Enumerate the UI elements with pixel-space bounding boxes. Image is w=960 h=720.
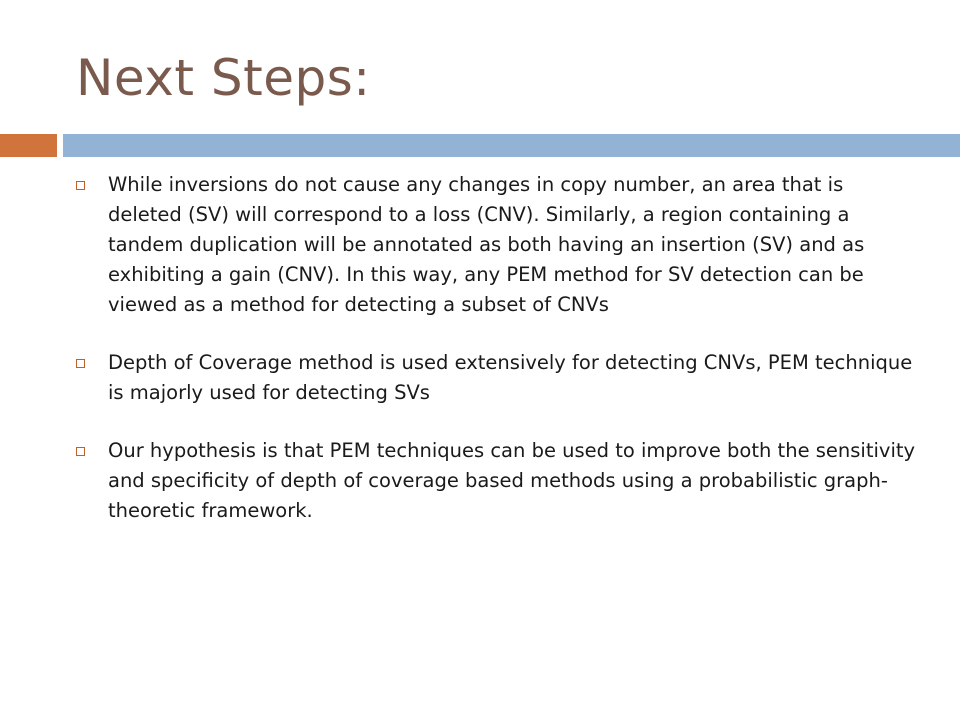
bullet-list (76, 170, 916, 526)
hollow-square-bullet-icon (76, 447, 85, 456)
bullet-text: Depth of Coverage method is used extensively for detecting CNVs, PEM technique is majorly used for detecting SVs (108, 351, 913, 404)
bullet-item (76, 436, 916, 526)
accent-bar-blue (63, 134, 960, 157)
bullet-item (76, 348, 916, 408)
bullet-text: Our hypothesis is that PEM techniques can be used to improve both the sensitivity and specificity of depth of coverage based methods using a probabilistic graph-theoretic framework. (108, 439, 916, 522)
accent-bar-orange (0, 134, 57, 157)
bullet-text: While inversions do not cause any changes in copy number, an area that is deleted (SV) will correspond to a loss (CNV). Similarly, a region containing a tandem duplication will be annotated as both having an insertion (SV) and as exhibiting a gain (CNV). In this way, any PEM method for SV detection can be viewed as a method for detecting a subset of CNVs (108, 173, 865, 316)
hollow-square-bullet-icon (76, 359, 85, 368)
bullet-item (76, 170, 916, 320)
hollow-square-bullet-icon (76, 181, 85, 190)
slide-title: Next Steps: (76, 49, 371, 107)
